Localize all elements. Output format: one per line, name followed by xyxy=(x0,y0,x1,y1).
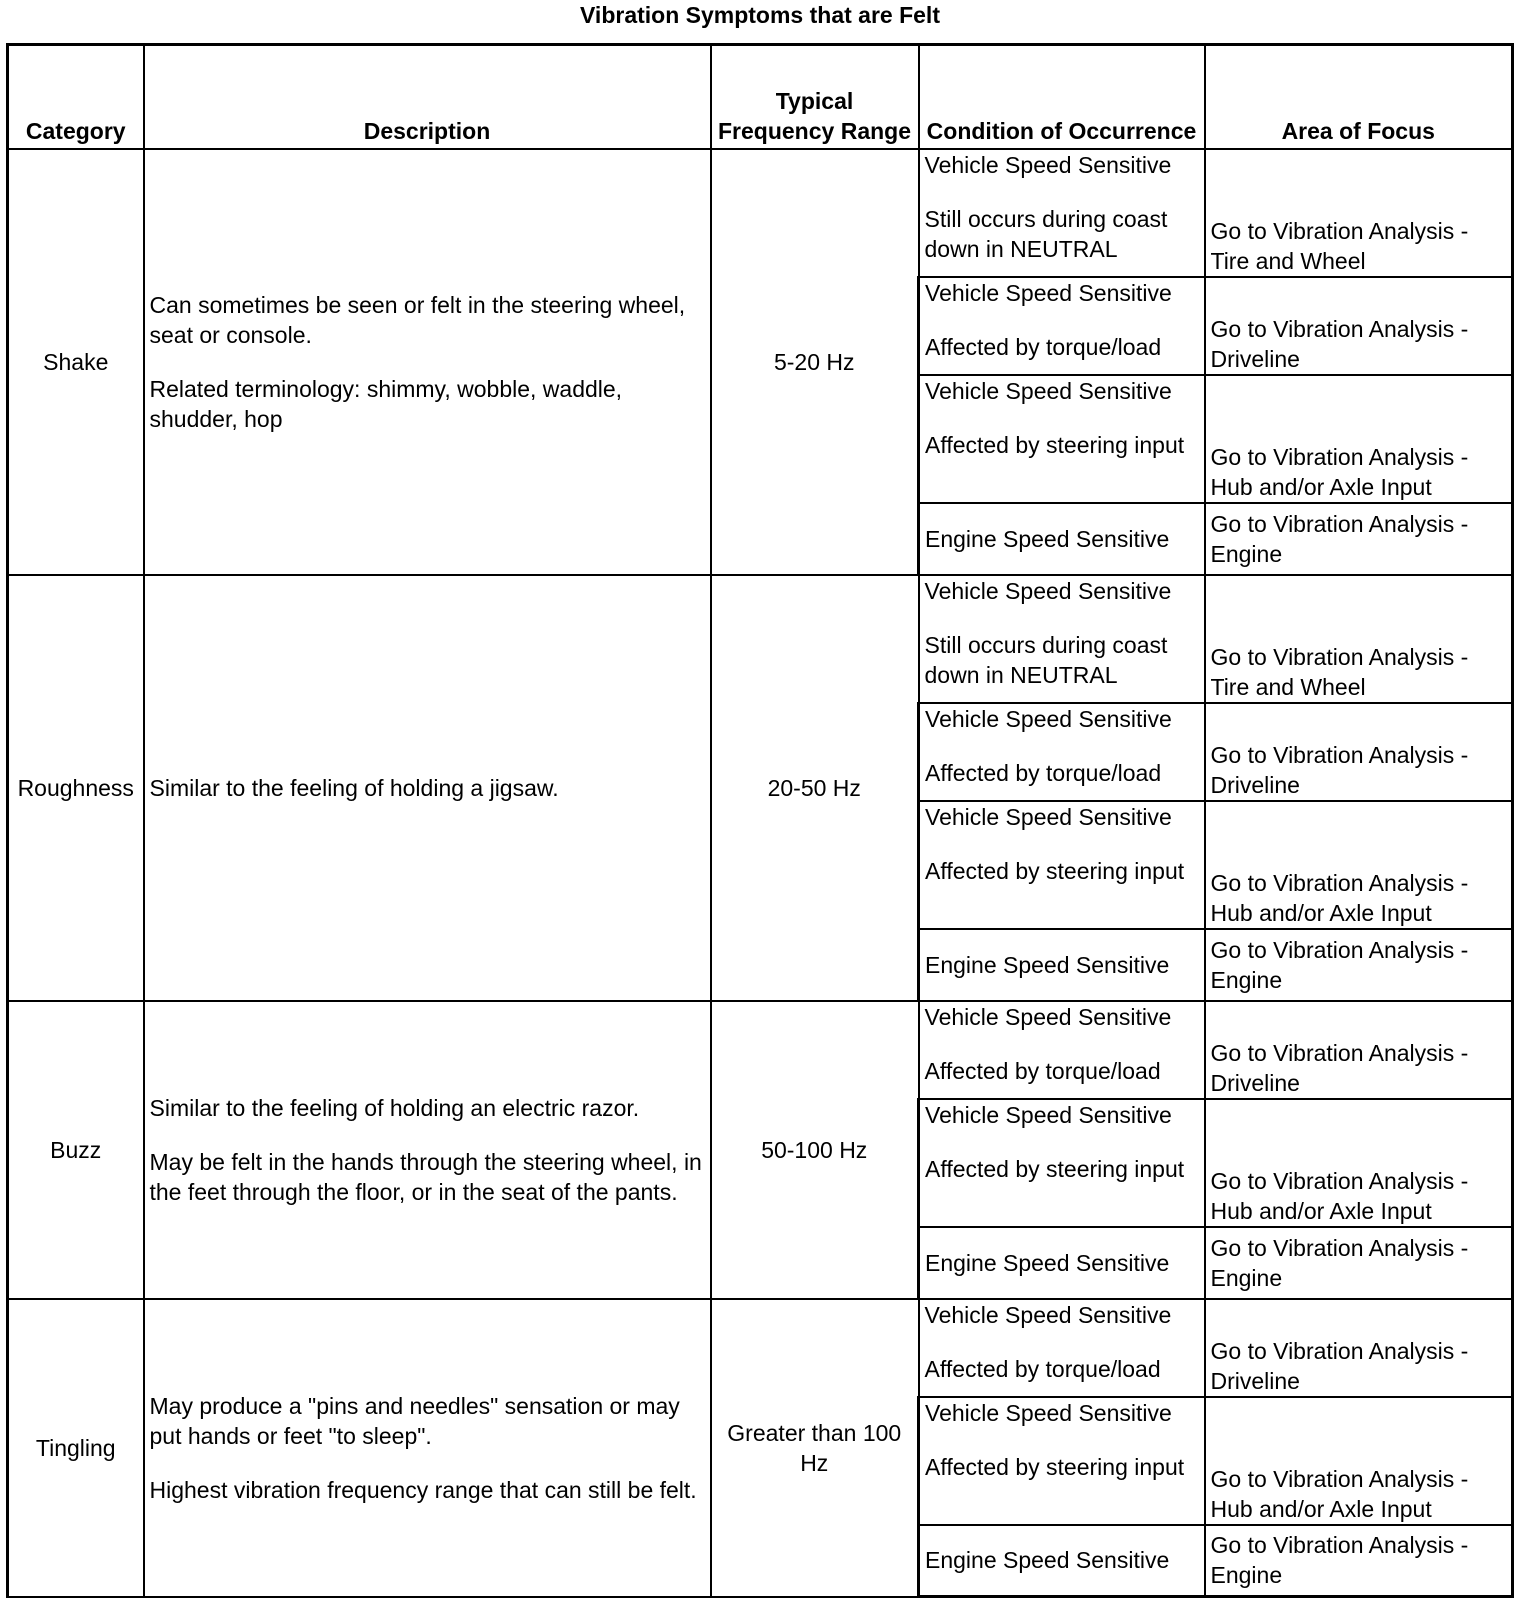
area-cell: Go to Vibration Analysis - Driveline xyxy=(1205,1001,1513,1099)
condition-text: Affected by torque/load xyxy=(925,759,1162,786)
condition-text: Vehicle Speed Sensitive xyxy=(925,705,1172,732)
condition-text: Vehicle Speed Sensitive xyxy=(925,279,1172,306)
description-cell xyxy=(144,575,711,1001)
condition-text: Still occurs during coast down in NEUTRAL xyxy=(924,631,1168,688)
area-cell: Go to Vibration Analysis - Tire and Wheel xyxy=(1205,575,1513,703)
condition-cell xyxy=(919,801,1205,929)
table-row xyxy=(8,149,1513,277)
condition-text: Vehicle Speed Sensitive xyxy=(924,1301,1172,1328)
area-cell: Go to Vibration Analysis - Driveline xyxy=(1205,703,1513,801)
condition-text: Vehicle Speed Sensitive xyxy=(925,803,1172,830)
header-frequency: Typical Frequency Range xyxy=(711,45,919,149)
condition-text: Still occurs during coast down in NEUTRAL xyxy=(924,205,1168,262)
condition-text: Affected by steering input xyxy=(925,857,1185,884)
condition-text: Affected by torque/load xyxy=(924,1355,1161,1382)
condition-cell xyxy=(919,1299,1205,1397)
condition-cell xyxy=(919,1397,1205,1525)
description-text: Can sometimes be seen or felt in the steering wheel, seat or console. xyxy=(149,291,686,348)
condition-cell xyxy=(919,703,1205,801)
area-cell: Go to Vibration Analysis - Engine xyxy=(1205,1525,1513,1597)
condition-cell xyxy=(919,149,1205,277)
category-cell: Tingling xyxy=(8,1299,144,1597)
area-cell: Go to Vibration Analysis - Tire and Wheel xyxy=(1205,149,1513,277)
condition-cell xyxy=(919,375,1205,503)
frequency-cell: Greater than 100 Hz xyxy=(711,1299,919,1597)
condition-text: Affected by steering input xyxy=(925,1453,1185,1480)
table-row xyxy=(8,1001,1513,1099)
frequency-cell: 50-100 Hz xyxy=(711,1001,919,1299)
description-text: May produce a "pins and needles" sensation or may put hands or feet "to sleep". xyxy=(149,1392,680,1449)
frequency-cell: 20-50 Hz xyxy=(711,575,919,1001)
area-cell: Go to Vibration Analysis - Hub and/or Axle Input xyxy=(1205,1099,1513,1227)
description-text: Highest vibration frequency range that can still be felt. xyxy=(149,1476,697,1503)
vibration-symptoms-table xyxy=(6,43,1514,1598)
area-cell: Go to Vibration Analysis - Engine xyxy=(1205,503,1513,575)
area-cell: Go to Vibration Analysis - Engine xyxy=(1205,1227,1513,1299)
area-cell: Go to Vibration Analysis - Hub and/or Axle Input xyxy=(1205,801,1513,929)
category-cell: Buzz xyxy=(8,1001,144,1299)
condition-cell xyxy=(919,575,1205,703)
area-cell: Go to Vibration Analysis - Driveline xyxy=(1205,1299,1513,1397)
description-text: Similar to the feeling of holding an electric razor. xyxy=(149,1094,640,1121)
description-cell xyxy=(144,1001,711,1299)
table-row xyxy=(8,1299,1513,1397)
description-text: Similar to the feeling of holding a jigsaw. xyxy=(149,774,559,801)
table-title: Vibration Symptoms that are Felt xyxy=(580,2,940,28)
table-row xyxy=(8,575,1513,703)
area-cell: Go to Vibration Analysis - Hub and/or Axle Input xyxy=(1205,1397,1513,1525)
condition-cell: Engine Speed Sensitive xyxy=(919,1227,1205,1299)
condition-cell xyxy=(919,277,1205,375)
header-description: Description xyxy=(144,45,711,149)
condition-text: Vehicle Speed Sensitive xyxy=(924,151,1172,178)
description-cell xyxy=(144,149,711,575)
frequency-cell: 5-20 Hz xyxy=(711,149,919,575)
condition-text: Affected by torque/load xyxy=(924,1057,1161,1084)
header-condition: Condition of Occurrence xyxy=(919,45,1205,149)
condition-text: Vehicle Speed Sensitive xyxy=(924,577,1172,604)
condition-text: Affected by steering input xyxy=(925,431,1185,458)
condition-cell: Engine Speed Sensitive xyxy=(919,929,1205,1001)
header-area: Area of Focus xyxy=(1205,45,1513,149)
condition-cell xyxy=(919,1001,1205,1099)
category-cell: Shake xyxy=(8,149,144,575)
area-cell: Go to Vibration Analysis - Driveline xyxy=(1205,277,1513,375)
condition-text: Vehicle Speed Sensitive xyxy=(924,1003,1172,1030)
condition-text: Vehicle Speed Sensitive xyxy=(925,1101,1172,1128)
header-category: Category xyxy=(8,45,144,149)
condition-cell: Engine Speed Sensitive xyxy=(919,1525,1205,1597)
condition-cell: Engine Speed Sensitive xyxy=(919,503,1205,575)
category-cell: Roughness xyxy=(8,575,144,1001)
condition-cell xyxy=(919,1099,1205,1227)
description-cell xyxy=(144,1299,711,1597)
condition-text: Vehicle Speed Sensitive xyxy=(925,1399,1172,1426)
area-cell: Go to Vibration Analysis - Engine xyxy=(1205,929,1513,1001)
condition-text: Affected by torque/load xyxy=(925,333,1162,360)
description-text: May be felt in the hands through the steering wheel, in the feet through the floor, or in the seat of the pants. xyxy=(149,1148,702,1205)
header-row xyxy=(8,45,1513,149)
description-text: Related terminology: shimmy, wobble, waddle, shudder, hop xyxy=(149,375,623,432)
area-cell: Go to Vibration Analysis - Hub and/or Axle Input xyxy=(1205,375,1513,503)
condition-text: Vehicle Speed Sensitive xyxy=(925,377,1172,404)
condition-text: Affected by steering input xyxy=(925,1155,1185,1182)
